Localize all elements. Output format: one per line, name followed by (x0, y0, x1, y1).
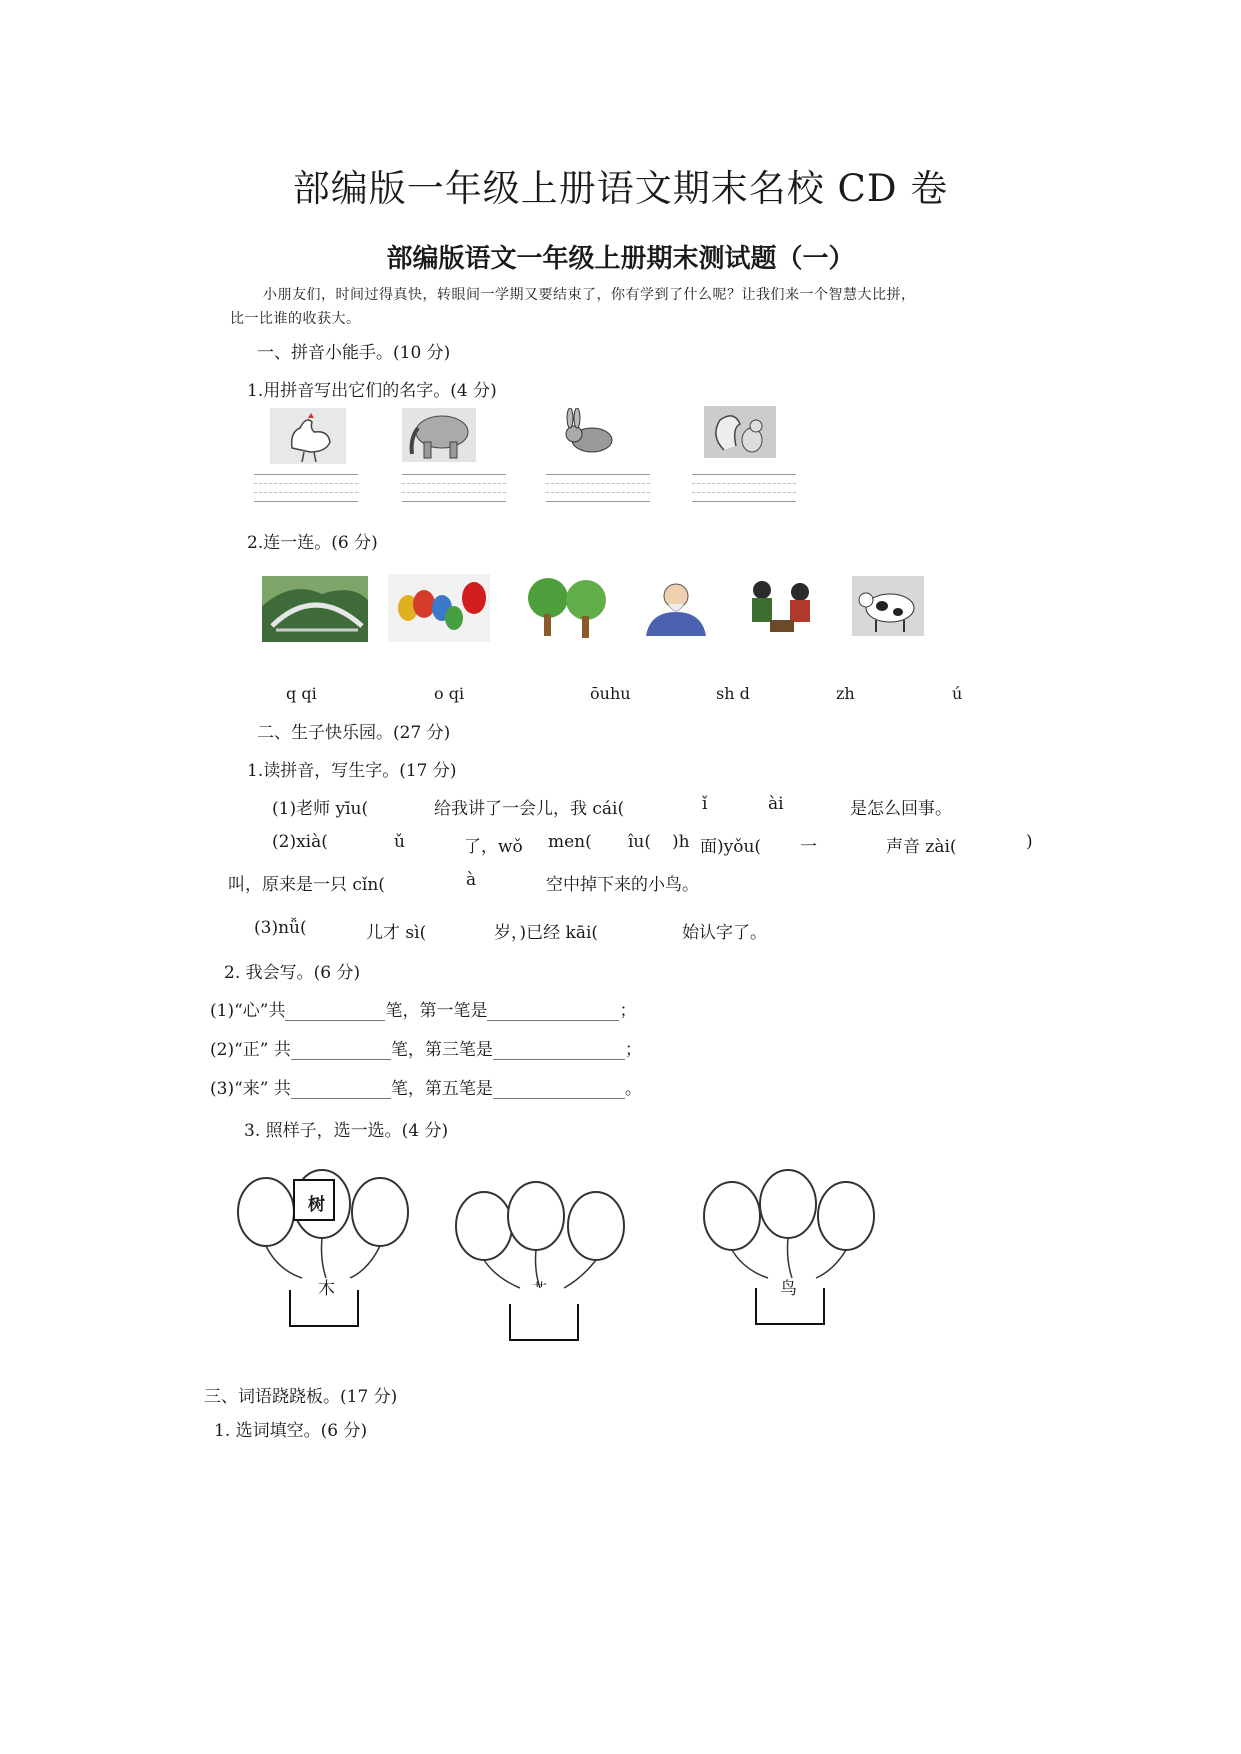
question-1-2-label: 2.连一连。(6 分) (247, 533, 378, 553)
basket-character-3: 鸟 (780, 1279, 797, 1299)
fill-line-2-part-8: 一 (800, 837, 817, 857)
section-2-heading: 二、生子快乐园。(27 分) (257, 723, 451, 743)
stroke-count-blank-1[interactable] (285, 1002, 385, 1021)
stroke-count-blank-2[interactable] (291, 1041, 391, 1060)
fill-line-2-part-5: îu( (628, 832, 652, 852)
question-1-1-label: 1.用拼音写出它们的名字。(4 分) (247, 381, 497, 401)
fill-line-2-part-2: ǔ (394, 832, 405, 852)
exam-title: 部编版语文一年级上册期末测试题（一） (386, 244, 855, 274)
fill-line-1-part-1: (1)老师 yīu( (272, 799, 369, 819)
balloons-image (388, 574, 490, 642)
stroke-answer-blank-1[interactable] (487, 1002, 619, 1021)
fill-line-4-part-3: 岁，)已经 kāi( (494, 923, 599, 943)
balloon-group-2[interactable] (446, 1164, 642, 1342)
pinyin-option-5: zh (836, 684, 855, 703)
intro-line-1: 小朋友们，时间过得真快，转眼间一学期又要结束了，你有学到了什么呢？让我们来一个智慧大比拼， (263, 287, 916, 303)
writing-lines-4[interactable] (692, 474, 796, 510)
section-3-heading: 三、词语跷跷板。(17 分) (204, 1387, 398, 1407)
fill-line-1-part-4: ài (768, 794, 784, 814)
stroke-count-blank-3[interactable] (291, 1080, 391, 1099)
fill-line-2-part-1: (2)xià( (272, 832, 328, 852)
pinyin-option-6: ú (952, 684, 963, 703)
fill-line-2-part-6: )h (672, 832, 690, 852)
grandpa-image (636, 578, 714, 636)
stroke-row-3-mid: 笔，第五笔是 (390, 1079, 493, 1099)
question-2-1-label: 1.读拼音，写生字。(17 分) (247, 761, 457, 781)
pinyin-option-1: q qi (286, 684, 317, 703)
writing-lines-3[interactable] (546, 474, 650, 510)
stroke-row-3-end: 。 (624, 1079, 642, 1099)
stroke-row-2-mid: 笔，第三笔是 (390, 1040, 493, 1060)
fill-line-4-part-2: 儿才 sì( (366, 923, 427, 943)
balloon-group-example (228, 1160, 424, 1338)
cow-image (852, 576, 924, 636)
rabbit-image (556, 408, 622, 456)
question-3-1-label: 1. 选词填空。(6 分) (214, 1421, 368, 1441)
fill-line-3-part-2: à (466, 870, 477, 890)
fill-line-2-part-3: 了，wǒ (464, 837, 523, 857)
question-2-3-label: 3. 照样子，选一选。(4 分) (244, 1121, 449, 1141)
writing-lines-1[interactable] (254, 474, 358, 510)
stroke-row-2-end: ； (624, 1040, 642, 1060)
question-2-2-label: 2. 我会写。(6 分) (224, 963, 361, 983)
pinyin-option-4: sh d (716, 684, 750, 703)
fill-line-2-part-7: 面)yǒu( (700, 837, 762, 857)
stroke-row-1-prefix: (1)“心”共 (210, 1001, 286, 1021)
fill-line-3-part-3: 空中掉下来的小鸟。 (546, 875, 699, 895)
balloon-group-3[interactable] (694, 1160, 890, 1338)
stroke-answer-blank-2[interactable] (493, 1041, 625, 1060)
fill-line-2-part-9: 声音 zài( (886, 837, 957, 857)
fill-line-1-part-5: 是怎么回事。 (850, 799, 952, 819)
fill-line-4-part-1: (3)nǚ( (254, 918, 307, 938)
fill-line-2-part-10: ) (1026, 832, 1033, 852)
section-1-heading: 一、拼音小能手。(10 分) (257, 343, 451, 363)
rooster-image (270, 408, 346, 464)
squirrel-image (704, 406, 776, 458)
stroke-row-2-prefix: (2)“正” 共 (210, 1040, 291, 1060)
fill-line-3-part-1: 叫，原来是一只 cǐn( (228, 875, 385, 895)
stroke-row-1 (210, 996, 636, 1021)
stroke-answer-blank-3[interactable] (493, 1080, 625, 1099)
intro-line-2: 比一比谁的收获大。 (230, 311, 361, 327)
basket-character-1: 木 (318, 1279, 335, 1299)
fill-line-2-part-4: men( (548, 832, 592, 852)
stroke-row-3 (210, 1074, 642, 1099)
stroke-row-2 (210, 1035, 642, 1060)
example-character: 树 (308, 1195, 325, 1215)
trees-image (524, 574, 612, 640)
bridge-image (262, 576, 368, 642)
pinyin-option-3: ōuhu (590, 684, 631, 703)
fill-line-1-part-3: ǐ (702, 794, 708, 814)
fill-line-1-part-2: 给我讲了一会儿，我 cái( (434, 799, 625, 819)
pinyin-option-2: o qi (434, 684, 465, 703)
basket-character-2: 艹 (532, 1280, 548, 1298)
planting-image (740, 576, 824, 636)
stroke-row-1-end: ； (619, 1001, 637, 1021)
stroke-row-1-mid: 笔，第一笔是 (385, 1001, 488, 1021)
fill-line-4-part-4: 始认字了。 (682, 923, 767, 943)
elephant-image (402, 408, 476, 462)
document-title: 部编版一年级上册语文期末名校 CD 卷 (292, 167, 949, 210)
writing-lines-2[interactable] (402, 474, 506, 510)
stroke-row-3-prefix: (3)“来” 共 (210, 1079, 291, 1099)
